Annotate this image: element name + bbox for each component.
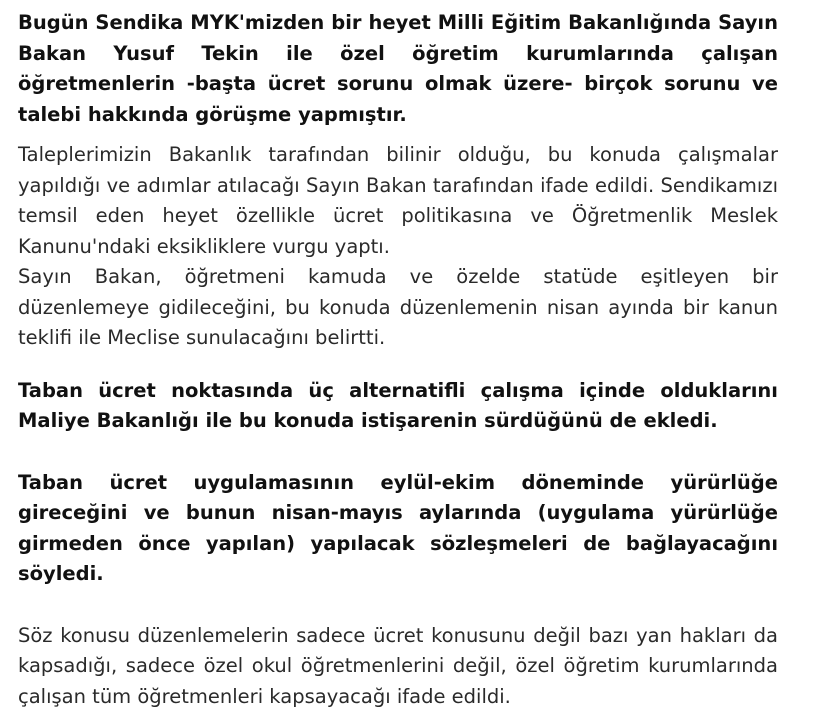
demands-paragraph: Taleplerimizin Bakanlık tarafından bilinir olduğu, bu konuda çalışmalar yapıldığı ve adımlar atılacağı Sayın Bakan tarafından ifade edildi. Sendikamızı temsil eden heyet özellikle ücret politikasına ve Öğretmenlik Meslek Kanunu'ndaki eksikliklere vurgu yaptı. <box>18 143 778 258</box>
news-article <box>18 8 778 712</box>
minister-statement-paragraph: Sayın Bakan, öğretmeni kamuda ve özelde statüde eşitleyen bir düzenlemeye gidileceğini, bu konuda düzenlemenin nisan ayında bir kanun teklifi ile Meclise sunulacağını belirtti. <box>18 265 778 349</box>
implementation-paragraph: Taban ücret uygulamasının eylül-ekim döneminde yürürlüğe gireceğini ve bunun nisan-mayıs aylarında (uygulama yürürlüğe girmeden önce yapılan) yapılacak sözleşmeleri de bağlayacağını söyledi. <box>18 470 778 585</box>
intro-paragraph: Bugün Sendika MYK'mizden bir heyet Milli Eğitim Bakanlığında Sayın Bakan Yusuf Tekin ile özel öğretim kurumlarında çalışan öğretmenlerin -başta ücret sorunu olmak üzere- birçok sorunu ve talebi hakkında görüşme yapmıştır. <box>18 11 778 126</box>
base-wage-paragraph: Taban ücret noktasında üç alternatifli çalışma içinde olduklarını Maliye Bakanlığı ile bu konuda istişarenin sürdüğünü de ekledi. <box>18 378 778 432</box>
scope-paragraph: Söz konusu düzenlemelerin sadece ücret konusunu değil bazı yan hakları da kapsadığı, sadece özel okul öğretmenlerini değil, özel öğretim kurumlarında çalışan tüm öğretmenleri kapsayacağı ifade edildi. <box>18 623 778 708</box>
